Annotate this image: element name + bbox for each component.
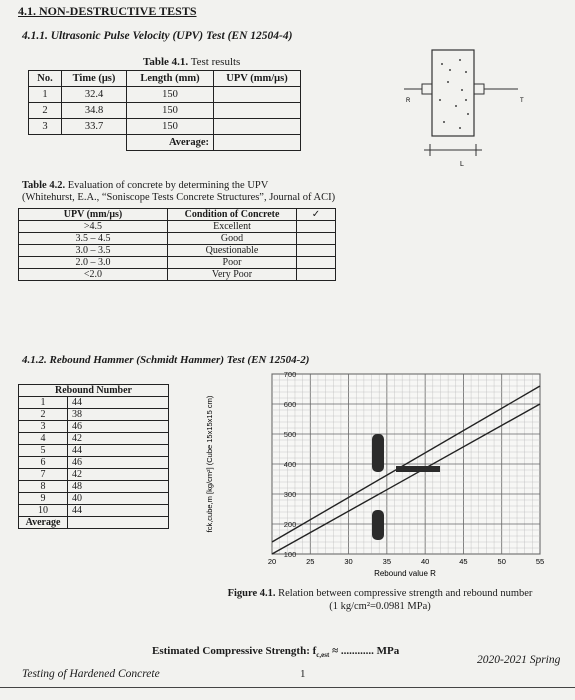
check-cell xyxy=(297,269,336,281)
receiver-label: R xyxy=(406,98,411,104)
table-row xyxy=(19,469,169,481)
x-tick-label: 55 xyxy=(535,557,545,566)
receiver-transducer xyxy=(422,84,432,94)
checkmark-header: ✓ xyxy=(297,209,336,221)
table-average-row xyxy=(19,517,169,529)
y-tick-label: 700 xyxy=(283,370,297,379)
table42-caption-text: Evaluation of concrete by determining the UPV xyxy=(65,180,269,191)
x-tick-label: 25 xyxy=(306,557,315,566)
specimen-outline xyxy=(432,50,474,136)
table-header-cell: Length (mm) xyxy=(127,71,214,87)
y-tick-label: 200 xyxy=(283,520,297,529)
table-cell: Questionable xyxy=(168,245,297,257)
check-cell xyxy=(297,221,336,233)
estimated-label: Estimated Compressive Strength: f xyxy=(152,645,317,657)
table-cell: 3.5 – 4.5 xyxy=(19,233,168,245)
y-tick-label: 400 xyxy=(283,460,297,469)
table-row xyxy=(19,221,336,233)
table-row xyxy=(19,409,169,421)
table-cell: >4.5 xyxy=(19,221,168,233)
table-row xyxy=(19,257,336,269)
table-cell: 32.4 xyxy=(62,87,127,103)
table-cell: 10 xyxy=(19,505,68,517)
x-tick-label: 45 xyxy=(459,557,468,566)
y-tick-label: 300 xyxy=(283,490,297,499)
table-cell: <2.0 xyxy=(19,269,168,281)
estimated-subscript: c,est xyxy=(316,651,330,660)
table-cell: 2.0 – 3.0 xyxy=(19,257,168,269)
upv-specimen-sketch xyxy=(400,42,540,172)
table-row xyxy=(19,481,169,493)
average-label: Average: xyxy=(127,135,214,151)
table-row xyxy=(19,233,336,245)
marker-horizontal xyxy=(396,466,440,472)
table-header-row xyxy=(19,209,336,221)
transmitter-label: T xyxy=(520,98,524,104)
figure-caption-label: Figure 4.1. xyxy=(227,588,276,599)
table41-caption-label: Table 4.1. xyxy=(143,56,189,68)
table-cell: 2 xyxy=(19,409,68,421)
y-axis-label: fck,cube,m [kg/cm²] (Cube 15x15x15 cm) xyxy=(205,395,214,533)
table42-caption xyxy=(22,180,335,204)
marker-upper xyxy=(372,434,384,472)
table-cell: 44 xyxy=(68,445,169,457)
table-row xyxy=(19,421,169,433)
table-cell: Very Poor xyxy=(168,269,297,281)
page-number: 1 xyxy=(300,668,306,680)
table-header-cell: Time (μs) xyxy=(62,71,127,87)
table-cell: 42 xyxy=(68,433,169,445)
figure-caption xyxy=(200,587,560,613)
rebound-title: 4.1.2. Rebound Hammer (Schmidt Hammer) Test (EN 12504-2) xyxy=(22,354,310,366)
table-header-cell: No. xyxy=(29,71,62,87)
average-label: Average xyxy=(19,517,68,529)
table-cell: 46 xyxy=(68,457,169,469)
table41-caption-text: Test results xyxy=(188,56,241,68)
table-row xyxy=(19,397,169,409)
marker-lower xyxy=(372,510,384,540)
table-cell: 42 xyxy=(68,469,169,481)
table-cell: 3 xyxy=(29,119,62,135)
x-tick-label: 20 xyxy=(267,557,277,566)
table-row xyxy=(19,505,169,517)
rebound-table xyxy=(18,384,169,529)
table-header-cell: Condition of Concrete xyxy=(168,209,297,221)
aggregate-dots xyxy=(439,59,469,129)
table41 xyxy=(28,70,301,151)
estimated-strength xyxy=(152,645,399,659)
table-row xyxy=(29,103,301,119)
table-cell: 1 xyxy=(19,397,68,409)
transmitter-transducer xyxy=(474,84,484,94)
table-row xyxy=(19,433,169,445)
estimated-unit: MPa xyxy=(373,645,400,657)
table-cell: 48 xyxy=(68,481,169,493)
table-cell: 150 xyxy=(127,87,214,103)
average-value-cell xyxy=(68,517,169,529)
section-title: 4.1. NON-DESTRUCTIVE TESTS xyxy=(18,4,197,18)
table-row xyxy=(19,245,336,257)
table-row xyxy=(19,493,169,505)
table-row xyxy=(19,457,169,469)
table-header-row xyxy=(29,71,301,87)
table42-caption-source: (Whitehurst, E.A., “Soniscope Tests Concrete Structures”, Journal of ACI) xyxy=(22,192,336,203)
check-cell xyxy=(297,233,336,245)
footer-term: 2020-2021 Spring xyxy=(477,654,561,666)
table-cell xyxy=(214,103,301,119)
table-cell: 6 xyxy=(19,457,68,469)
table-cell: 2 xyxy=(29,103,62,119)
empty-cell xyxy=(62,135,127,151)
table-cell: 34.8 xyxy=(62,103,127,119)
rebound-rows xyxy=(19,397,169,517)
table-cell: Poor xyxy=(168,257,297,269)
table-row xyxy=(29,87,301,103)
table42-caption-label: Table 4.2. xyxy=(22,180,66,191)
table-cell: Good xyxy=(168,233,297,245)
check-cell xyxy=(297,245,336,257)
x-tick-label: 35 xyxy=(382,557,392,566)
table-header-cell: UPV (mm/μs) xyxy=(19,209,168,221)
table-row xyxy=(29,119,301,135)
table-cell xyxy=(214,119,301,135)
table-average-row xyxy=(29,135,301,151)
footer-course: Testing of Hardened Concrete xyxy=(22,668,160,680)
table42 xyxy=(18,208,336,281)
table-cell: 8 xyxy=(19,481,68,493)
table-cell: 4 xyxy=(19,433,68,445)
figure-caption-conversion: (1 kg/cm²=0.0981 MPa) xyxy=(329,601,431,612)
y-tick-label: 100 xyxy=(283,550,297,559)
average-value-cell xyxy=(214,135,301,151)
table-cell: 7 xyxy=(19,469,68,481)
x-tick-label: 40 xyxy=(420,557,430,566)
x-axis-label: Rebound value R xyxy=(374,569,436,578)
table-cell: 44 xyxy=(68,505,169,517)
rebound-strength-chart xyxy=(200,364,560,582)
table-row xyxy=(19,269,336,281)
estimated-blank: ≈ ............ xyxy=(329,645,374,657)
table-cell: 150 xyxy=(127,119,214,135)
check-cell xyxy=(297,257,336,269)
table-cell: 3.0 – 3.5 xyxy=(19,245,168,257)
table-header-cell: UPV (mm/μs) xyxy=(214,71,301,87)
table-header-cell: Rebound Number xyxy=(19,385,169,397)
table-cell: 40 xyxy=(68,493,169,505)
table-cell: 1 xyxy=(29,87,62,103)
y-tick-label: 500 xyxy=(283,430,297,439)
table-cell: 46 xyxy=(68,421,169,433)
table-cell: 9 xyxy=(19,493,68,505)
upv-title: 4.1.1. Ultrasonic Pulse Velocity (UPV) Test (EN 12504-4) xyxy=(22,30,293,42)
y-tick-label: 600 xyxy=(283,400,297,409)
table-cell: 5 xyxy=(19,445,68,457)
empty-cell xyxy=(29,135,62,151)
table-cell: Excellent xyxy=(168,221,297,233)
table-cell: 44 xyxy=(68,397,169,409)
footer-divider xyxy=(0,687,575,688)
figure-caption-text: Relation between compressive strength and rebound number xyxy=(275,588,533,599)
x-tick-label: 30 xyxy=(344,557,353,566)
table-cell: 150 xyxy=(127,103,214,119)
length-label: L xyxy=(460,161,464,168)
table-header-row xyxy=(19,385,169,397)
table-cell xyxy=(214,87,301,103)
x-tick-label: 50 xyxy=(497,557,506,566)
table-cell: 33.7 xyxy=(62,119,127,135)
table-cell: 3 xyxy=(19,421,68,433)
table-cell: 38 xyxy=(68,409,169,421)
table41-caption xyxy=(143,56,240,68)
table-row xyxy=(19,445,169,457)
